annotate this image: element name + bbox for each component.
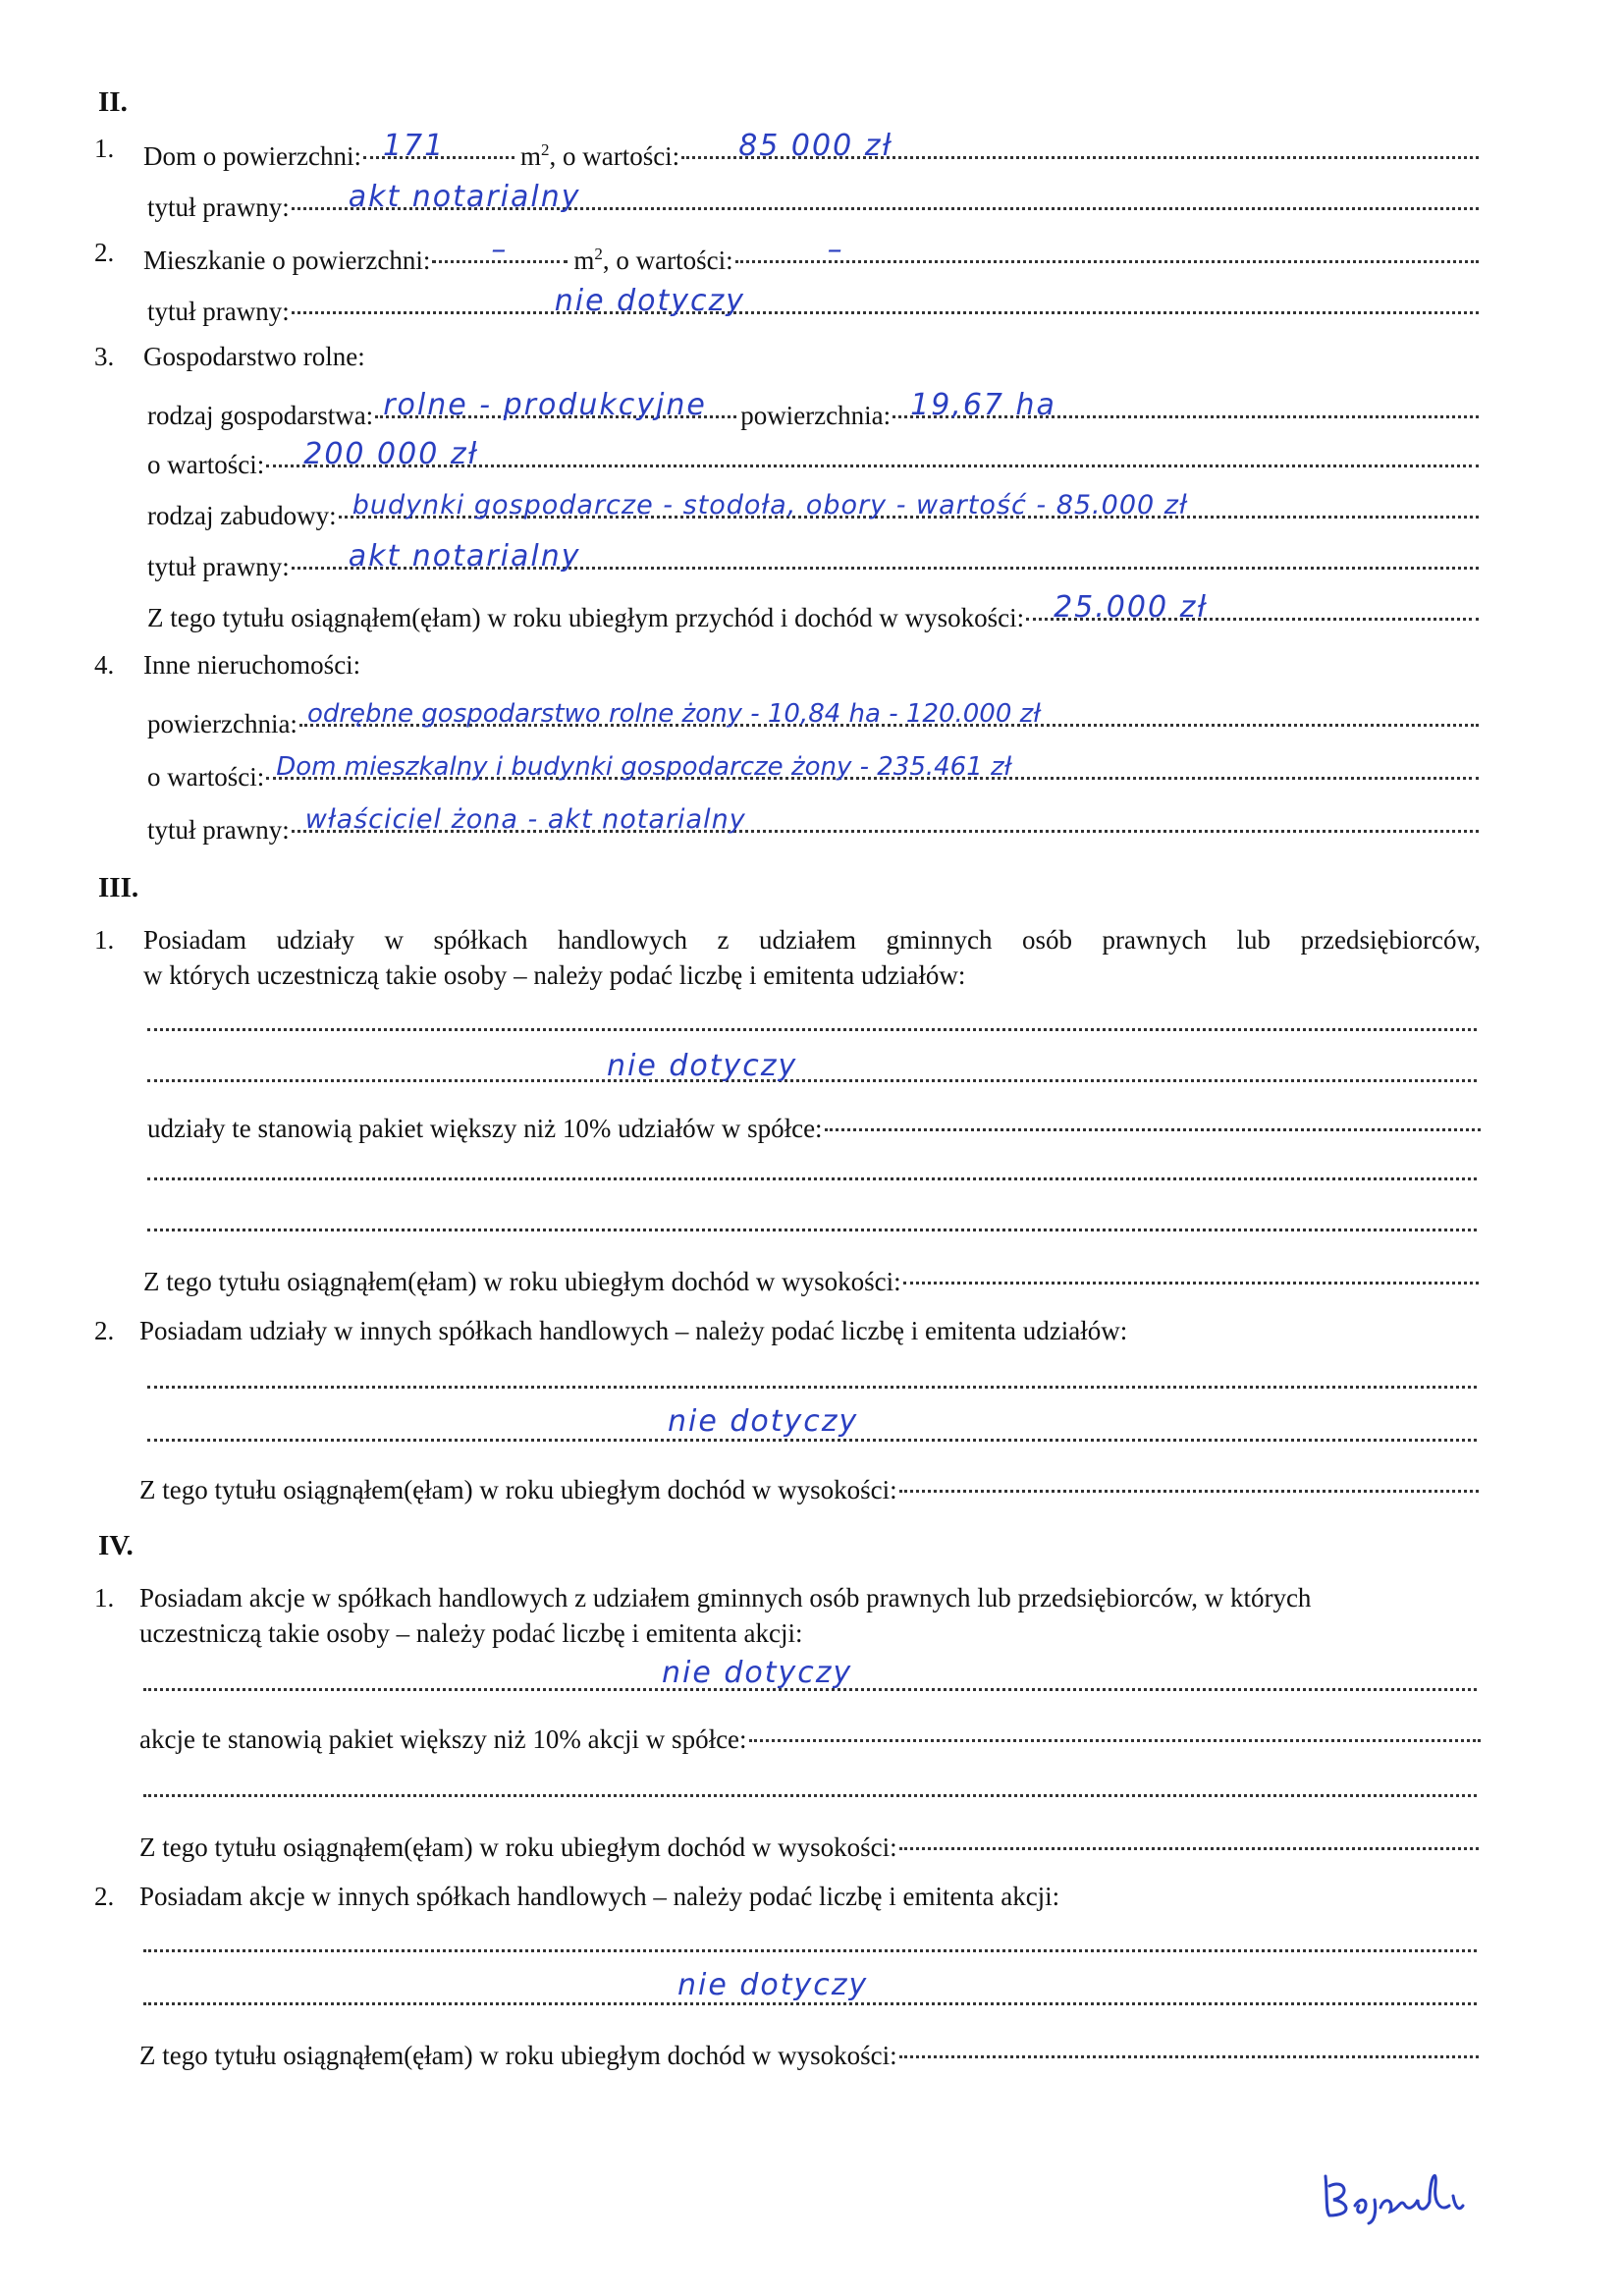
farm-income-field[interactable]	[1024, 590, 1479, 627]
other-title-field[interactable]	[290, 805, 1479, 839]
farm-build-label: rodzaj zabudowy:	[147, 501, 337, 530]
item-number: 2.	[94, 1316, 115, 1345]
income-field[interactable]	[897, 1823, 1479, 1856]
farm-title-row	[147, 539, 1479, 583]
other-area-field[interactable]	[298, 699, 1479, 733]
farm-income-label: Z tego tytułu osiągnąłem(ęłam) w roku ubiegłym przychód i dochód w wysokości:	[147, 603, 1025, 632]
answer-line[interactable]	[143, 1791, 1477, 1797]
item-number: 3.	[94, 342, 115, 371]
income-label: Z tego tytułu osiągnąłem(ęłam) w roku ubiegłym dochód w wysokości:	[139, 1832, 897, 1862]
signature	[1316, 2157, 1483, 2225]
farm-area-label: powierzchnia:	[740, 401, 892, 430]
other-area-value: odrębne gospodarstwo rolne żony - 10,84 ha - 120.000 zł	[306, 699, 1041, 729]
farm-build-field[interactable]	[337, 491, 1479, 524]
other-value-row	[147, 752, 1479, 793]
shares-gmina-answer: nie dotyczy	[607, 1049, 798, 1083]
farm-build-row	[147, 491, 1479, 532]
income-label: Z tego tytułu osiągnąłem(ęłam) w roku ubiegłym dochód w wysokości:	[139, 2041, 897, 2070]
farm-type-label: rodzaj gospodarstwa:	[147, 401, 374, 430]
farm-income-row	[147, 590, 1479, 634]
answer-line[interactable]	[147, 1226, 1477, 1231]
item-number: 2.	[94, 238, 115, 267]
income-field[interactable]	[901, 1257, 1479, 1290]
house-area-field[interactable]	[361, 129, 514, 165]
stocks-other-answer: nie dotyczy	[677, 1968, 869, 2002]
other-value-label: o wartości:	[147, 762, 265, 792]
answer-line[interactable]	[147, 1383, 1477, 1389]
other-value: Dom mieszkalny i budynki gospodarcze żony - 235.461 zł	[276, 752, 1012, 782]
stocks-gmina-answer: nie dotyczy	[662, 1656, 853, 1690]
answer-line[interactable]	[147, 1175, 1477, 1180]
income-field[interactable]	[897, 2031, 1479, 2064]
farm-title-value: akt notarialny	[348, 539, 581, 574]
house-row	[143, 129, 1479, 173]
income-field[interactable]	[897, 1465, 1479, 1499]
house-title-field[interactable]	[290, 180, 1479, 216]
other-title-label: tytuł prawny:	[147, 815, 290, 845]
farm-value-label: o wartości:	[147, 450, 265, 479]
stocks-other-text: Posiadam akcje w innych spółkach handlowych – należy podać liczbę i emitenta akcji:	[139, 1882, 1060, 1911]
other-area-row	[147, 699, 1479, 740]
flat-row	[143, 233, 1479, 277]
house-title-value: akt notarialny	[348, 180, 581, 214]
item-number: 2.	[94, 1882, 115, 1911]
flat-area-label: Mieszkanie o powierzchni:	[143, 246, 431, 275]
stocks-pakiet-row	[139, 1715, 1481, 1756]
flat-value-field[interactable]	[733, 233, 1479, 269]
house-value-field[interactable]	[679, 129, 1479, 165]
shares-gmina-text-a: Posiadam udziały w spółkach handlowych z udziałem gminnych osób prawnych lub przedsiębiorców,	[143, 925, 1481, 955]
section-ii-heading: II.	[98, 86, 128, 118]
other-value-field[interactable]	[264, 752, 1479, 786]
shares-pakiet-row	[147, 1104, 1481, 1145]
house-value: 85 000 zł	[738, 129, 893, 163]
shares-gmina-income-row	[143, 1257, 1479, 1298]
answer-line[interactable]	[143, 1946, 1477, 1952]
house-area-value: 171	[382, 129, 446, 163]
unit-label: $m^2$, o wartości:	[519, 140, 680, 171]
farm-heading: Gospodarstwo rolne:	[143, 342, 365, 371]
other-area-label: powierzchnia:	[147, 709, 298, 738]
other-title-value: właściciel żona - akt notarialny	[304, 804, 746, 835]
section-iv-heading: IV.	[98, 1530, 134, 1561]
shares-gmina-text-b: w których uczestniczą takie osoby – należy podać liczbę i emitenta udziałów:	[143, 960, 966, 990]
shares-other-text: Posiadam udziały w innych spółkach handlowych – należy podać liczbę i emitenta udziałów:	[139, 1316, 1128, 1345]
flat-area-value: –	[491, 233, 509, 267]
item-number: 1.	[94, 134, 115, 163]
other-property-heading: Inne nieruchomości:	[143, 650, 361, 680]
item-number: 1.	[94, 925, 115, 955]
house-area-label: Dom o powierzchni:	[143, 141, 361, 171]
unit-label: $m^2$, o wartości:	[573, 245, 733, 275]
farm-value-row	[147, 437, 1479, 481]
house-title-label: tytuł prawny:	[147, 192, 290, 222]
answer-line[interactable]	[147, 1076, 1477, 1082]
farm-value: 200 000 zł	[303, 437, 479, 471]
farm-title-label: tytuł prawny:	[147, 552, 290, 581]
item-number: 4.	[94, 650, 115, 680]
other-title-row	[147, 805, 1479, 847]
flat-value: –	[827, 233, 844, 267]
flat-title-row	[147, 284, 1479, 328]
farm-value-field[interactable]	[264, 437, 1479, 473]
income-label: Z tego tytułu osiągnąłem(ęłam) w roku ubiegłym dochód w wysokości:	[139, 1475, 897, 1504]
stocks-gmina-text-a: Posiadam akcje w spółkach handlowych z udziałem gminnych osób prawnych lub przedsiębiorców, w których	[139, 1583, 1312, 1613]
stocks-gmina-income-row	[139, 1823, 1479, 1864]
farm-type-field[interactable]	[373, 388, 736, 424]
flat-title-field[interactable]	[290, 284, 1479, 320]
farm-build-value: budynki gospodarcze - stodoła, obory - wartość - 85.000 zł	[352, 490, 1188, 520]
stocks-pakiet-field[interactable]	[747, 1715, 1481, 1748]
flat-area-field[interactable]	[430, 233, 568, 269]
answer-line[interactable]	[147, 1025, 1477, 1031]
farm-area-field[interactable]	[891, 388, 1479, 424]
house-title-row	[147, 180, 1479, 224]
farm-title-field[interactable]	[290, 539, 1479, 575]
shares-other-answer: nie dotyczy	[668, 1404, 859, 1439]
flat-title-value: nie dotyczy	[554, 284, 745, 318]
stocks-other-income-row	[139, 2031, 1479, 2072]
shares-pakiet-field[interactable]	[823, 1104, 1481, 1137]
income-label: Z tego tytułu osiągnąłem(ęłam) w roku ubiegłym dochód w wysokości:	[143, 1267, 901, 1296]
stocks-pakiet-label: akcje te stanowią pakiet większy niż 10% akcji w spółce:	[139, 1724, 747, 1754]
flat-title-label: tytuł prawny:	[147, 297, 290, 326]
shares-pakiet-label: udziały te stanowią pakiet większy niż 10% udziałów w spółce:	[147, 1114, 823, 1143]
section-iii-heading: III.	[98, 872, 139, 903]
farm-type-row	[147, 388, 1479, 432]
farm-income-value: 25.000 zł	[1054, 590, 1208, 625]
stocks-gmina-text-b: uczestniczą takie osoby – należy podać liczbę i emitenta akcji:	[139, 1618, 803, 1648]
item-number: 1.	[94, 1583, 115, 1613]
farm-area-value: 19,67 ha	[910, 388, 1056, 422]
farm-type-value: rolne - produkcyjne	[383, 388, 707, 422]
shares-other-income-row	[139, 1465, 1479, 1506]
